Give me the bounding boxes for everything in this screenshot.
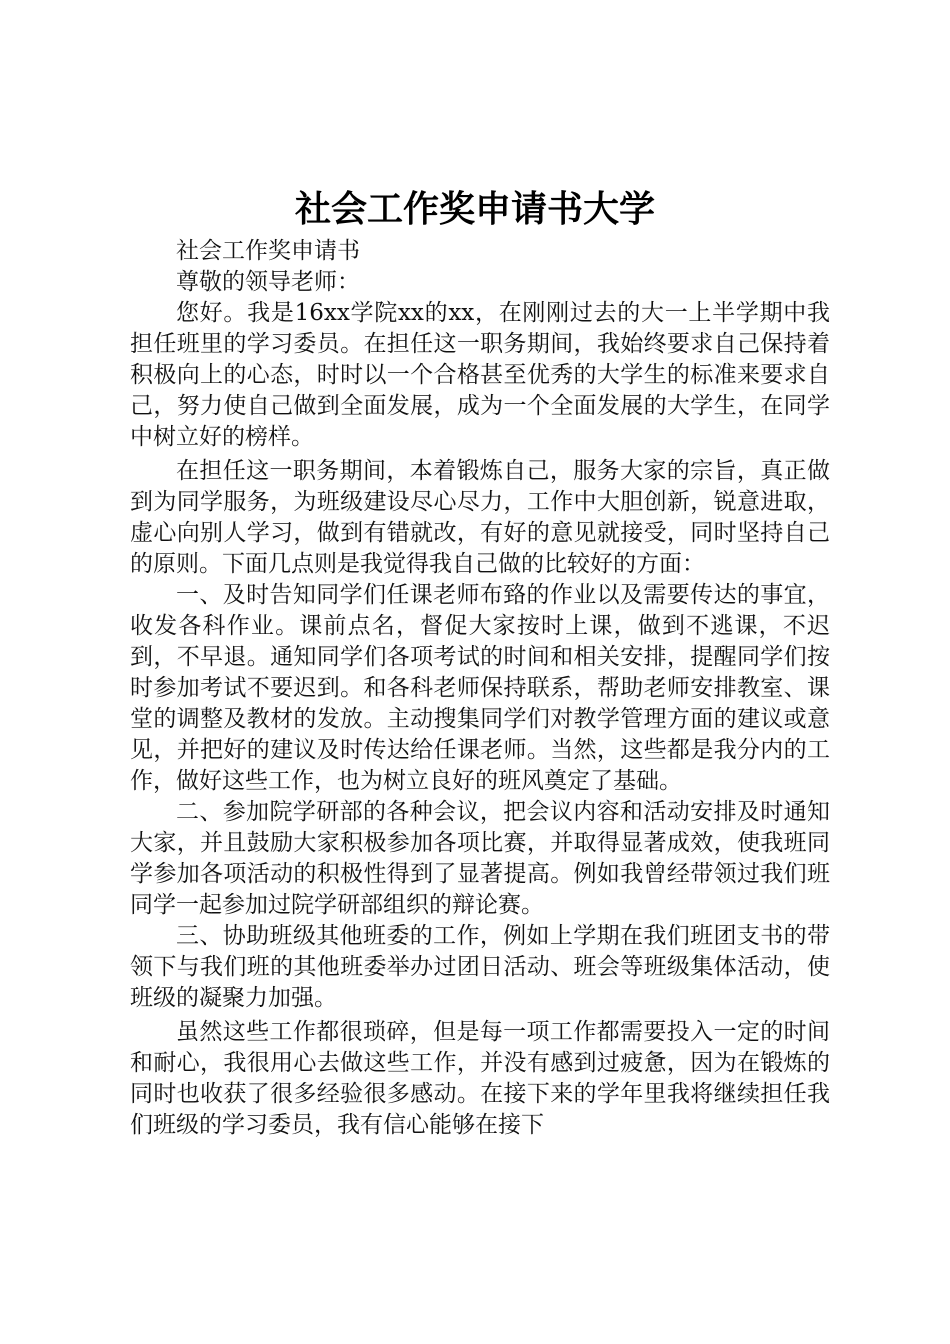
document-body xyxy=(130,236,830,1141)
document-subtitle: 社会工作奖申请书 xyxy=(176,238,360,264)
paragraph-point-two: 二、参加院学研部的各种会议，把会议内容和活动安排及时通知大家，并且鼓励大家积极参加各项比赛，并取得显著成效，使我班同学参加各项活动的积极性得到了显著提高。例如我曾经带领过我们班同学一起参加过院学研部组织的辩论赛。 xyxy=(130,799,830,918)
document-title: 社会工作奖申请书大学 xyxy=(294,188,655,230)
salutation: 尊敬的领导老师： xyxy=(176,269,360,295)
paragraph-point-one: 一、及时告知同学们任课老师布臵的作业以及需要传达的事宜，收发各科作业。课前点名，督促大家按时上课，做到不逃课，不迟到，不早退。通知同学们各项考试的时间和相关安排，提醒同学们按时参加考试不要迟到。和各科老师保持联系，帮助老师安排教室、课堂的调整及教材的发放。主动搜集同学们对教学管理方面的建议或意见，并把好的建议及时传达给任课老师。当然，这些都是我分内的工作，做好这些工作，也为树立良好的班风奠定了基础。 xyxy=(130,582,830,794)
paragraph-closing: 虽然这些工作都很琐碎，但是每一项工作都需要投入一定的时间和耐心，我很用心去做这些工作，并没有感到过疲惫，因为在锻炼的同时也收获了很多经验很多感动。在接下来的学年里我将继续担任我们班级的学习委员，我有信心能够在接下 xyxy=(130,1019,830,1138)
paragraph-intro: 您好。我是16xx学院xx的xx，在刚刚过去的大一上半学期中我担任班里的学习委员。在担任这一职务期间，我始终要求自己保持着积极向上的心态，时时以一个合格甚至优秀的大学生的标准来要求自己，努力使自己做到全面发展，成为一个全面发展的大学生，在同学中树立好的榜样。 xyxy=(130,300,830,450)
paragraph-point-three: 三、协助班级其他班委的工作，例如上学期在我们班团支书的带领下与我们班的其他班委举办过团日活动、班会等班级集体活动，使班级的凝聚力加强。 xyxy=(130,923,830,1011)
paragraph-duties: 在担任这一职务期间，本着锻炼自己，服务大家的宗旨，真正做到为同学服务，为班级建设尽心尽力，工作中大胆创新，锐意进取，虚心向别人学习，做到有错就改，有好的意见就接受，同时坚持自己的原则。下面几点则是我觉得我自己做的比较好的方面： xyxy=(130,458,830,577)
